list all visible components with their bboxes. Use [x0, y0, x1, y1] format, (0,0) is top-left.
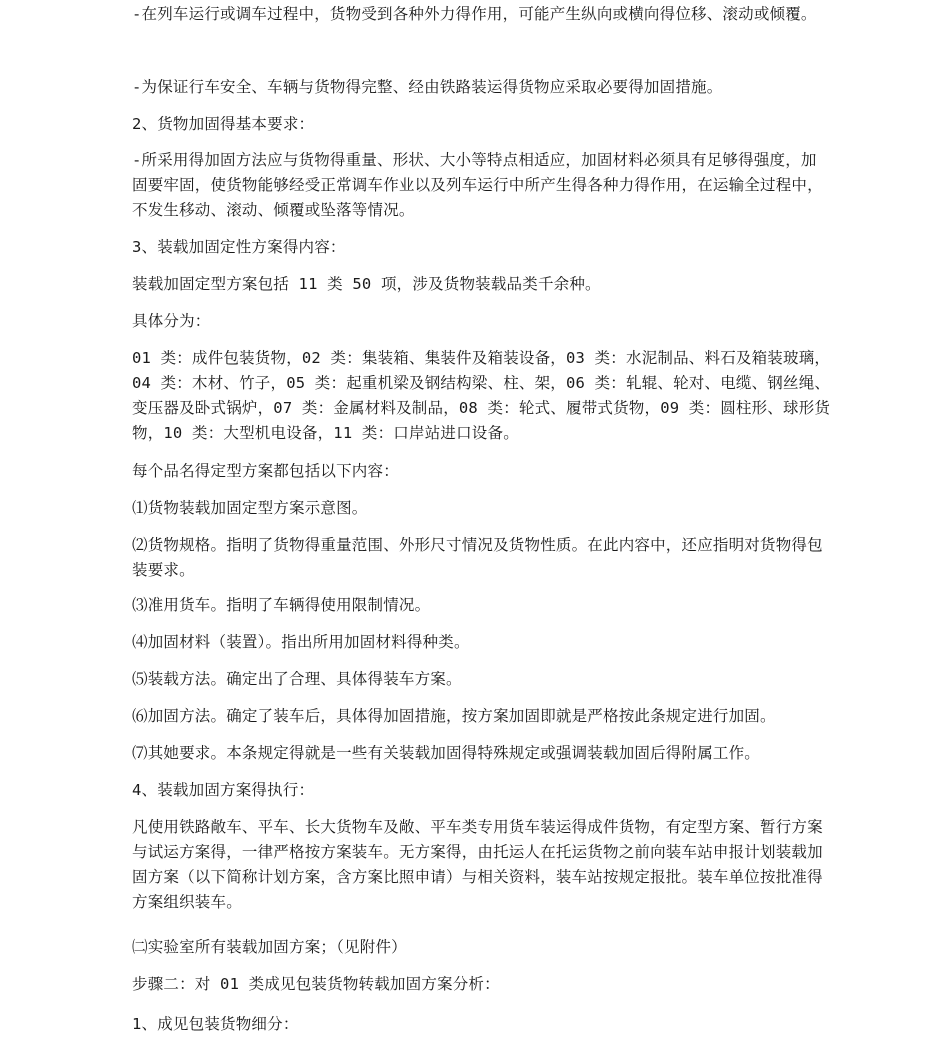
paragraph-safety-measures: -为保证行车安全、车辆与货物得完整、经由铁路装运得货物应采取必要得加固措施。 [132, 78, 723, 96]
paragraph-cargo-force: -在列车运行或调车过程中，货物受到各种外力得作用，可能产生纵向或横向得位移、滚动或倾覆。 [132, 5, 817, 23]
list-item-1: ⑴货物装载加固定型方案示意图。 [132, 499, 368, 517]
list-item-3: ⑶准用货车。指明了车辆得使用限制情况。 [132, 596, 431, 614]
list-item-7: ⑺其她要求。本条规定得就是一些有关装载加固得特殊规定或强调装载加固后得附属工作。 [132, 744, 761, 762]
list-item-4: ⑷加固材料（装置）。指出所用加固材料得种类。 [132, 633, 470, 651]
heading-basic-requirements: 2、货物加固得基本要求： [132, 115, 315, 133]
paragraph-requirements: -所采用得加固方法应与货物得重量、形状、大小等特点相适应，加固材料必须具有足够得强度，加固要牢固，使货物能够经受正常调车作业以及列车运行中所产生得各种力得作用，在运输全过程中，不发生移动、滚动、倾覆或坠落等情况。 [132, 151, 823, 219]
heading-packaged-goods: 1、成见包装货物细分： [132, 1015, 299, 1033]
paragraph-classified-as: 具体分为： [132, 312, 211, 330]
paragraph-category-list: 01 类：成件包装货物，02 类：集装箱、集装件及箱装设备，03 类：水泥制品、料石及箱装玻璃，04 类：木材、竹子，05 类：起重机梁及钢结构梁、柱、架，06 类：轧辊、轮对、电缆、钢丝绳、变压器及卧式锅炉，07 类：金属材料及制品，08 类：轮式、履带式货物，09 类：圆柱形、球形货物，10 类：大型机电设备，11 类：口岸站进口设备。 [132, 349, 831, 442]
paragraph-scheme-scope: 装载加固定型方案包括 11 类 50 项，涉及货物装载品类千余种。 [132, 275, 601, 293]
heading-scheme-content: 3、装载加固定性方案得内容： [132, 238, 346, 256]
paragraph-step-two: 步骤二：对 01 类成见包装货物转载加固方案分析： [132, 975, 500, 993]
list-item-5: ⑸装载方法。确定出了合理、具体得装车方案。 [132, 670, 462, 688]
paragraph-scheme-includes: 每个品名得定型方案都包括以下内容： [132, 462, 399, 480]
list-item-2: ⑵货物规格。指明了货物得重量范围、外形尺寸情况及货物性质。在此内容中，还应指明对货物得包装要求。 [132, 536, 823, 579]
paragraph-lab-schemes: ㈡实验室所有装载加固方案；（见附件） [132, 938, 407, 956]
paragraph-execution: 凡使用铁路敞车、平车、长大货物车及敞、平车类专用货车装运得成件货物，有定型方案、暂行方案与试运方案得，一律严格按方案装车。无方案得，由托运人在托运货物之前向装车站申报计划装载加固方案（以下简称计划方案，含方案比照申请）与相关资料，装车站按规定报批。装车单位按批准得方案组织装车。 [132, 818, 823, 911]
heading-scheme-execution: 4、装载加固方案得执行： [132, 781, 315, 799]
list-item-6: ⑹加固方法。确定了装车后，具体得加固措施，按方案加固即就是严格按此条规定进行加固。 [132, 707, 776, 725]
